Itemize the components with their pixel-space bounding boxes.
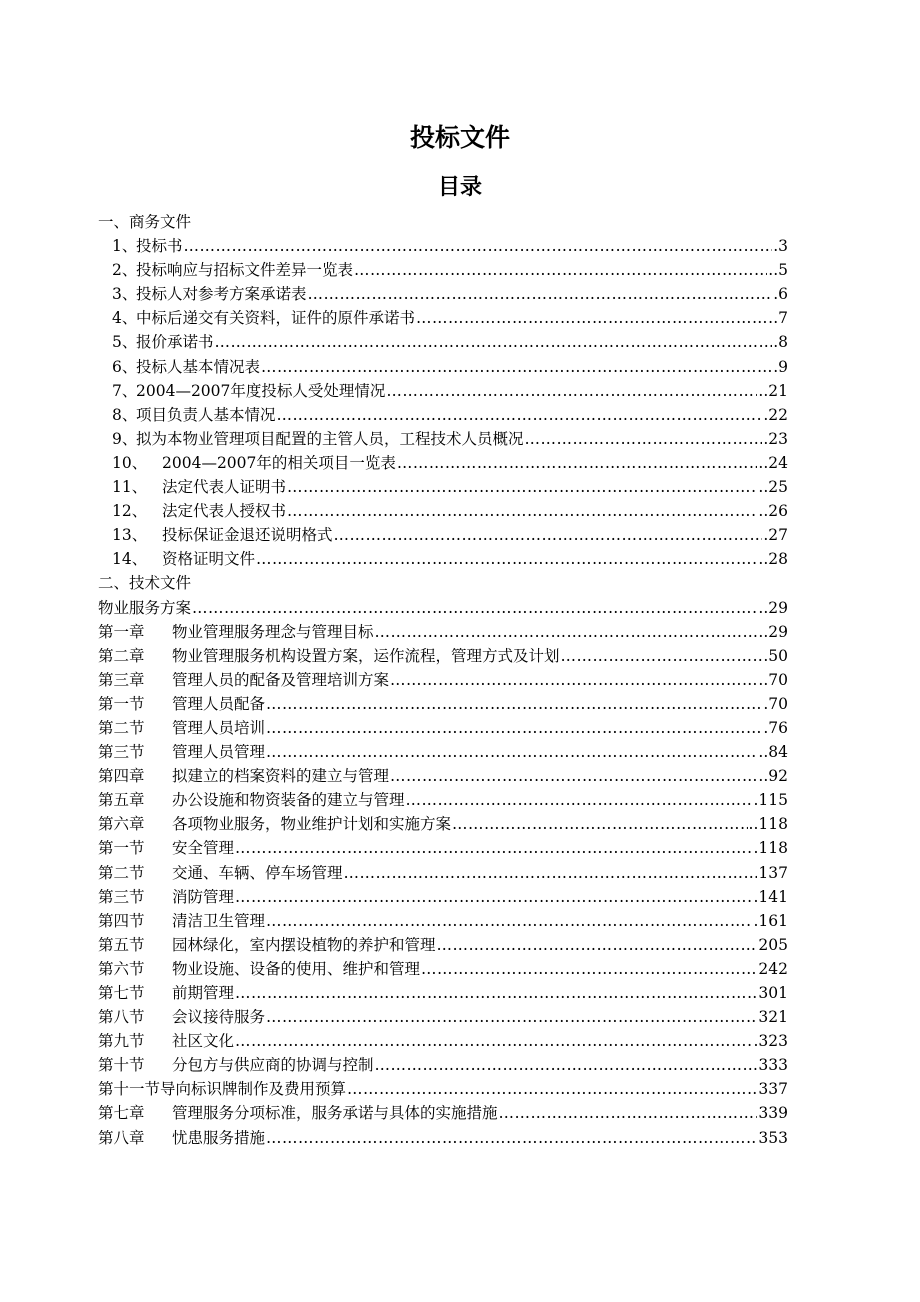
toc-entry[interactable]	[98, 379, 788, 403]
entry-page: ..26	[758, 502, 788, 521]
entry-page: 242	[758, 959, 788, 978]
entry-number: 12、	[112, 502, 148, 521]
entry-label: 清洁卫生管理	[172, 911, 266, 930]
entry-label: 管理人员管理	[172, 743, 266, 762]
entry-page: .8	[773, 333, 788, 352]
entry-label: 忧患服务措施	[172, 1128, 266, 1147]
dot-leader	[347, 1077, 757, 1101]
entry-page: 337	[758, 1080, 788, 1099]
entry-number: 第一节	[98, 694, 145, 713]
toc-entry[interactable]	[98, 282, 788, 306]
entry-page: ..84	[758, 743, 788, 762]
entry-page: .50	[763, 646, 788, 665]
entry-number: 第九节	[98, 1032, 145, 1051]
entry-number: 第五章	[98, 791, 145, 810]
toc-entry[interactable]	[98, 788, 788, 812]
dot-leader	[375, 1053, 758, 1077]
toc-entry[interactable]	[98, 403, 788, 427]
toc-entry[interactable]	[98, 812, 788, 836]
entry-label: 园林绿化，室内摆设植物的养护和管理	[172, 935, 436, 954]
entry-label: 中标后递交有关资料，证件的原件承诺书	[136, 309, 416, 328]
toc-entry[interactable]	[98, 981, 788, 1005]
dot-leader	[266, 909, 752, 933]
toc-entry[interactable]	[98, 1077, 788, 1101]
entry-label: 社区文化	[172, 1032, 235, 1051]
entry-label: 会议接待服务	[172, 1008, 266, 1027]
entry-number: 11、	[112, 478, 148, 497]
entry-label: 管理服务分项标准，服务承诺与具体的实施措施	[172, 1104, 498, 1123]
entry-page: ..25	[758, 478, 788, 497]
entry-label: 安全管理	[172, 839, 235, 858]
dot-leader	[266, 692, 762, 716]
toc-entry[interactable]	[98, 596, 788, 620]
entry-page: ..92	[758, 767, 788, 786]
dot-leader	[266, 1126, 757, 1150]
entry-label: 报价承诺书	[136, 333, 214, 352]
toc-entry[interactable]	[98, 547, 788, 571]
dot-leader	[287, 499, 757, 523]
dot-leader	[334, 523, 763, 547]
entry-page: .141	[753, 887, 788, 906]
entry-label: 拟建立的档案资料的建立与管理	[172, 767, 390, 786]
toc-entry[interactable]	[98, 475, 788, 499]
entry-label: 2004—2007年度投标人受处理情况	[136, 381, 386, 400]
entry-number: 第八章	[98, 1128, 145, 1147]
toc-entry[interactable]	[98, 1005, 788, 1029]
entry-page: .70	[763, 694, 788, 713]
entry-page: 321	[758, 1008, 788, 1027]
entry-number: 第八节	[98, 1008, 145, 1027]
entry-number: 第四节	[98, 911, 145, 930]
entry-page: .6	[773, 285, 788, 304]
entry-page: ..21	[758, 381, 788, 400]
entry-number: 第三节	[98, 887, 145, 906]
dot-leader	[561, 644, 763, 668]
entry-label: 管理人员的配备及管理培训方案	[172, 670, 390, 689]
entry-number: 14、	[112, 550, 148, 569]
entry-number: 第三节	[98, 743, 145, 762]
dot-leader	[256, 547, 757, 571]
entry-number: 6、	[112, 357, 138, 376]
entry-page: ..29	[758, 622, 788, 641]
toc-entry[interactable]	[98, 885, 788, 909]
entry-number: 9、	[112, 429, 138, 448]
toc-entry[interactable]	[98, 355, 788, 379]
entry-number: 13、	[112, 526, 148, 545]
dot-leader	[308, 282, 773, 306]
entry-label: 投标保证金退还说明格式	[162, 526, 333, 545]
entry-label: 办公设施和物资装备的建立与管理	[172, 791, 405, 810]
entry-number: 1、	[112, 237, 138, 256]
entry-page: .76	[763, 718, 788, 737]
toc-entry[interactable]	[98, 427, 788, 451]
toc-entry[interactable]	[98, 1029, 788, 1053]
entry-number: 第二章	[98, 646, 145, 665]
entry-number: 5、	[112, 333, 138, 352]
dot-leader	[277, 403, 763, 427]
dot-leader	[421, 957, 757, 981]
entry-label: 物业管理服务机构设置方案，运作流程，管理方式及计划	[172, 646, 560, 665]
entry-number: 第二节	[98, 863, 145, 882]
toc-entry[interactable]	[98, 740, 788, 764]
entry-page: .9	[773, 357, 788, 376]
dot-leader	[499, 1101, 758, 1125]
entry-number: 第六章	[98, 815, 145, 834]
toc-entry[interactable]	[98, 234, 788, 258]
entry-page: ..24	[758, 453, 788, 472]
entry-label: 法定代表人证明书	[162, 478, 287, 497]
toc-entry[interactable]	[98, 764, 788, 788]
dot-leader	[354, 258, 767, 282]
table-of-contents	[98, 210, 788, 1150]
dot-leader	[375, 620, 758, 644]
toc-entry[interactable]	[98, 1101, 788, 1125]
dot-leader	[390, 668, 757, 692]
entry-page: .3	[773, 237, 788, 256]
toc-entry[interactable]	[98, 668, 788, 692]
entry-page: ..118	[748, 815, 788, 834]
toc-entry[interactable]	[98, 1126, 788, 1150]
toc-entry[interactable]	[98, 620, 788, 644]
entry-number: 8、	[112, 405, 138, 424]
entry-number: 第一章	[98, 622, 145, 641]
entry-number: 第六节	[98, 959, 145, 978]
dot-leader	[386, 379, 757, 403]
section-heading-business: 一、商务文件	[98, 213, 192, 231]
entry-label: 资格证明文件	[162, 550, 256, 569]
toc-entry[interactable]	[98, 1053, 788, 1077]
dot-leader	[184, 234, 773, 258]
dot-leader	[235, 836, 752, 860]
entry-number: 4、	[112, 309, 138, 328]
entry-page: .118	[753, 839, 788, 858]
entry-label: 投标响应与招标文件差异一览表	[136, 261, 354, 280]
entry-number: 第二节	[98, 718, 145, 737]
dot-leader	[266, 716, 762, 740]
entry-number: 第一节	[98, 839, 145, 858]
entry-label: 项目负责人基本情况	[136, 405, 276, 424]
dot-leader	[452, 812, 748, 836]
toc-entry[interactable]	[98, 330, 788, 354]
entry-label: 管理人员培训	[172, 718, 266, 737]
dot-leader	[525, 427, 763, 451]
toc-heading: 目录	[437, 175, 482, 200]
entry-number: 2、	[112, 261, 138, 280]
dot-leader	[287, 475, 757, 499]
entry-label: 投标人对参考方案承诺表	[136, 285, 307, 304]
dot-leader	[437, 933, 758, 957]
toc-entry[interactable]	[98, 451, 788, 475]
toc-entry[interactable]	[98, 861, 788, 885]
entry-page: ..29	[758, 598, 788, 617]
entry-page: ..5	[768, 261, 788, 280]
toc-entry[interactable]	[98, 836, 788, 860]
toc-entry[interactable]	[98, 499, 788, 523]
entry-page: .115	[753, 791, 788, 810]
toc-entry[interactable]	[98, 692, 788, 716]
section-heading-technical: 二、技术文件	[98, 574, 192, 593]
entry-label: 各项物业服务，物业维护计划和实施方案	[172, 815, 452, 834]
toc-entry[interactable]	[98, 716, 788, 740]
dot-leader	[416, 306, 772, 330]
dot-leader	[397, 451, 758, 475]
entry-label: 拟为本物业管理项目配置的主管人员，工程技术人员概况	[136, 429, 524, 448]
entry-number: 7、	[112, 381, 138, 400]
entry-label: 管理人员配备	[172, 694, 266, 713]
entry-label: 交通、车辆、停车场管理	[172, 863, 343, 882]
entry-label: 物业管理服务理念与管理目标	[172, 622, 374, 641]
toc-entry[interactable]	[98, 644, 788, 668]
entry-label: 投标书	[136, 237, 183, 256]
toc-entry[interactable]	[98, 957, 788, 981]
entry-page: 333	[758, 1056, 788, 1075]
entry-page: 339	[758, 1104, 788, 1123]
entry-page: 137	[758, 863, 788, 882]
entry-label: 物业服务方案	[98, 598, 192, 617]
entry-label: 第十一节导向标识牌制作及费用预算	[98, 1080, 347, 1099]
entry-page: 205	[758, 935, 788, 954]
entry-page: 353	[758, 1128, 788, 1147]
entry-page: ..28	[758, 550, 788, 569]
entry-number: 第三章	[98, 670, 145, 689]
entry-page: .27	[763, 526, 788, 545]
dot-leader	[406, 788, 753, 812]
dot-leader	[192, 596, 757, 620]
dot-leader	[235, 1029, 752, 1053]
entry-page: .7	[773, 309, 788, 328]
entry-number: 第四章	[98, 767, 145, 786]
dot-leader	[215, 330, 773, 354]
entry-label: 物业设施、设备的使用、维护和管理	[172, 959, 421, 978]
dot-leader	[235, 885, 752, 909]
entry-number: 第五节	[98, 935, 145, 954]
entry-page: .23	[763, 429, 788, 448]
toc-entry[interactable]	[98, 523, 788, 547]
entry-label: 法定代表人授权书	[162, 502, 287, 521]
entry-number: 第七节	[98, 984, 145, 1002]
dot-leader	[266, 740, 757, 764]
entry-page: 301	[758, 984, 788, 1002]
entry-label: 投标人基本情况表	[136, 357, 261, 376]
toc-entry[interactable]	[98, 909, 788, 933]
dot-leader	[390, 764, 757, 788]
dot-leader	[266, 1005, 757, 1029]
dot-leader	[344, 861, 758, 885]
toc-entry[interactable]	[98, 306, 788, 330]
entry-label: 分包方与供应商的协调与控制	[172, 1056, 374, 1075]
entry-number: 第七章	[98, 1104, 145, 1123]
toc-entry[interactable]	[98, 933, 788, 957]
entry-number: 10、	[112, 453, 148, 472]
document-title: 投标文件	[409, 123, 510, 152]
entry-number: 3、	[112, 285, 138, 304]
entry-page: ..70	[758, 670, 788, 689]
entry-page: .161	[753, 911, 788, 930]
dot-leader	[235, 981, 757, 1005]
entry-label: 2004—2007年的相关项目一览表	[162, 453, 396, 472]
entry-number: 第十节	[98, 1056, 145, 1075]
entry-label: 消防管理	[172, 887, 235, 906]
entry-page: .323	[753, 1032, 788, 1051]
dot-leader	[261, 355, 772, 379]
entry-page: .22	[763, 405, 788, 424]
entry-label: 前期管理	[172, 984, 235, 1002]
toc-entry[interactable]	[98, 258, 788, 282]
